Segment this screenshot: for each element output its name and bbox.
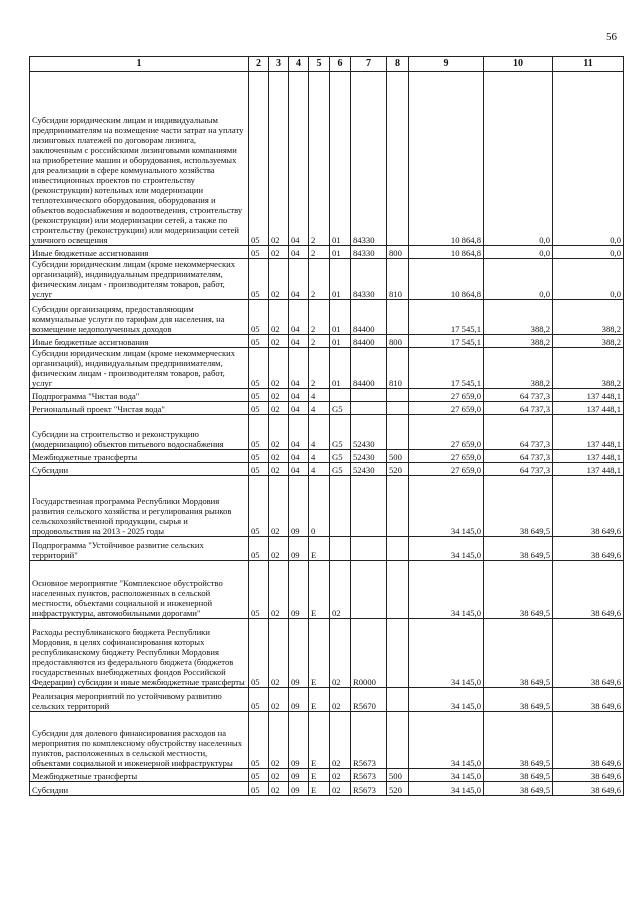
- amount-cell: 388,2: [484, 335, 553, 348]
- code-cell: 01: [330, 259, 351, 300]
- code-cell: 04: [289, 72, 309, 246]
- amount-cell: 0,0: [484, 246, 553, 259]
- code-cell: 04: [289, 300, 309, 335]
- code-cell: 02: [269, 300, 289, 335]
- code-cell: 01: [330, 246, 351, 259]
- code-cell: 04: [289, 389, 309, 402]
- code-cell: 09: [289, 537, 309, 561]
- code-cell: 52430: [351, 463, 387, 476]
- amount-cell: 388,2: [553, 335, 624, 348]
- code-cell: [387, 561, 409, 619]
- amount-cell: 64 737,3: [484, 402, 553, 415]
- code-cell: G5: [330, 450, 351, 463]
- code-cell: 800: [387, 335, 409, 348]
- header-cell: 6: [330, 57, 351, 72]
- amount-cell: 38 649,6: [553, 619, 624, 688]
- row-name-cell: Субсидии юридическим лицам и индивидуальным предпринимателям на возмещение части затрат на уплату лизинговых платежей по договорам лизинга, заключенным с российскими лизинговыми компаниями на приобретение машин и оборудования, используемых для реализации в сфере коммунального хозяйства инвестиционных проектов по строительству (реконструкции) котельных или модернизации теплотехнического оборудования, оборудования и объектов водоснабжения и водоотведения, строительству (реконструкции) или модернизации сетей, а также по строительству (реконструкции) или модернизации сетей уличного освещения: [30, 72, 249, 246]
- code-cell: 05: [249, 259, 269, 300]
- amount-cell: 34 145,0: [409, 688, 484, 712]
- header-cell: 2: [249, 57, 269, 72]
- table-row: [30, 688, 624, 712]
- budget-table: [29, 56, 624, 796]
- code-cell: 4: [309, 450, 330, 463]
- code-cell: 84400: [351, 335, 387, 348]
- code-cell: 05: [249, 300, 269, 335]
- code-cell: 05: [249, 619, 269, 688]
- amount-cell: 10 864,8: [409, 259, 484, 300]
- table-row: [30, 72, 624, 246]
- table-row: [30, 389, 624, 402]
- table-row: [30, 782, 624, 796]
- amount-cell: 38 649,6: [553, 561, 624, 619]
- code-cell: 09: [289, 476, 309, 537]
- code-cell: 02: [269, 389, 289, 402]
- code-cell: 05: [249, 463, 269, 476]
- code-cell: 02: [330, 688, 351, 712]
- code-cell: [351, 537, 387, 561]
- code-cell: 01: [330, 335, 351, 348]
- header-cell: 8: [387, 57, 409, 72]
- code-cell: 02: [269, 335, 289, 348]
- code-cell: [351, 561, 387, 619]
- code-cell: 500: [387, 450, 409, 463]
- code-cell: [330, 389, 351, 402]
- header-cell: 1: [30, 57, 249, 72]
- code-cell: [330, 537, 351, 561]
- table-row: [30, 463, 624, 476]
- code-cell: R5673: [351, 782, 387, 796]
- header-cell: 10: [484, 57, 553, 72]
- code-cell: 09: [289, 782, 309, 796]
- code-cell: 84400: [351, 348, 387, 389]
- amount-cell: 388,2: [553, 300, 624, 335]
- amount-cell: 388,2: [484, 348, 553, 389]
- row-name-cell: Расходы республиканского бюджета Республики Мордовия, в целях софинансирования которых республиканскому бюджету Республики Мордовия предоставляются из федерального бюджета (бюджетов государственных внебюджетных фондов Российской Федерации) субсидии и иные межбюджетные трансферты: [30, 619, 249, 688]
- code-cell: 4: [309, 389, 330, 402]
- amount-cell: 38 649,5: [484, 712, 553, 769]
- code-cell: 4: [309, 463, 330, 476]
- code-cell: 02: [269, 476, 289, 537]
- code-cell: [387, 476, 409, 537]
- code-cell: 05: [249, 561, 269, 619]
- code-cell: Е: [309, 712, 330, 769]
- code-cell: 04: [289, 259, 309, 300]
- amount-cell: 17 545,1: [409, 335, 484, 348]
- amount-cell: 34 145,0: [409, 769, 484, 782]
- code-cell: 04: [289, 246, 309, 259]
- amount-cell: 34 145,0: [409, 619, 484, 688]
- code-cell: 05: [249, 415, 269, 450]
- code-cell: [387, 712, 409, 769]
- row-name-cell: Межбюджетные трансферты: [30, 769, 249, 782]
- code-cell: 09: [289, 561, 309, 619]
- code-cell: 05: [249, 402, 269, 415]
- code-cell: 02: [269, 537, 289, 561]
- code-cell: 05: [249, 537, 269, 561]
- code-cell: 4: [309, 415, 330, 450]
- code-cell: 05: [249, 782, 269, 796]
- row-name-cell: Подпрограмма "Устойчивое развитие сельских территорий": [30, 537, 249, 561]
- amount-cell: 34 145,0: [409, 561, 484, 619]
- row-name-cell: Субсидии организациям, предоставляющим коммунальные услуги по тарифам для населения, на возмещение недополученных доходов: [30, 300, 249, 335]
- amount-cell: 38 649,5: [484, 782, 553, 796]
- row-name-cell: Иные бюджетные ассигнования: [30, 246, 249, 259]
- code-cell: 02: [269, 769, 289, 782]
- table-row: [30, 348, 624, 389]
- code-cell: [387, 72, 409, 246]
- code-cell: 2: [309, 259, 330, 300]
- code-cell: [387, 688, 409, 712]
- amount-cell: 34 145,0: [409, 712, 484, 769]
- amount-cell: 38 649,6: [553, 769, 624, 782]
- table-row: [30, 712, 624, 769]
- header-cell: 3: [269, 57, 289, 72]
- code-cell: 04: [289, 463, 309, 476]
- code-cell: 800: [387, 246, 409, 259]
- amount-cell: 38 649,6: [553, 712, 624, 769]
- amount-cell: 10 864,8: [409, 72, 484, 246]
- code-cell: [387, 389, 409, 402]
- code-cell: 52430: [351, 415, 387, 450]
- header-cell: 5: [309, 57, 330, 72]
- row-name-cell: Межбюджетные трансферты: [30, 450, 249, 463]
- header-cell: 9: [409, 57, 484, 72]
- code-cell: 520: [387, 463, 409, 476]
- code-cell: Е: [309, 619, 330, 688]
- code-cell: 500: [387, 769, 409, 782]
- code-cell: 810: [387, 259, 409, 300]
- code-cell: 84330: [351, 259, 387, 300]
- amount-cell: 27 659,0: [409, 402, 484, 415]
- amount-cell: 0,0: [553, 259, 624, 300]
- code-cell: 84400: [351, 300, 387, 335]
- amount-cell: 38 649,6: [553, 476, 624, 537]
- code-cell: Е: [309, 782, 330, 796]
- code-cell: 05: [249, 246, 269, 259]
- code-cell: 52430: [351, 450, 387, 463]
- table-row: [30, 335, 624, 348]
- table-row: [30, 259, 624, 300]
- amount-cell: 0,0: [484, 259, 553, 300]
- code-cell: 810: [387, 348, 409, 389]
- amount-cell: 64 737,3: [484, 389, 553, 402]
- amount-cell: 137 448,1: [553, 415, 624, 450]
- code-cell: 02: [330, 561, 351, 619]
- code-cell: 4: [309, 402, 330, 415]
- code-cell: G5: [330, 463, 351, 476]
- amount-cell: 38 649,5: [484, 476, 553, 537]
- table-row: [30, 476, 624, 537]
- table-row: [30, 769, 624, 782]
- code-cell: 05: [249, 72, 269, 246]
- row-name-cell: Региональный проект "Чистая вода": [30, 402, 249, 415]
- code-cell: 05: [249, 769, 269, 782]
- code-cell: 04: [289, 415, 309, 450]
- amount-cell: 38 649,5: [484, 619, 553, 688]
- code-cell: Е: [309, 561, 330, 619]
- amount-cell: 38 649,6: [553, 688, 624, 712]
- code-cell: 02: [269, 619, 289, 688]
- amount-cell: 38 649,5: [484, 769, 553, 782]
- code-cell: 02: [269, 72, 289, 246]
- code-cell: 02: [330, 619, 351, 688]
- row-name-cell: Подпрограмма "Чистая вода": [30, 389, 249, 402]
- amount-cell: 27 659,0: [409, 463, 484, 476]
- amount-cell: 10 864,8: [409, 246, 484, 259]
- amount-cell: 137 448,1: [553, 450, 624, 463]
- code-cell: R5670: [351, 688, 387, 712]
- table-row: [30, 415, 624, 450]
- amount-cell: 38 649,5: [484, 561, 553, 619]
- code-cell: 02: [269, 463, 289, 476]
- amount-cell: 38 649,5: [484, 688, 553, 712]
- code-cell: 05: [249, 335, 269, 348]
- code-cell: 09: [289, 769, 309, 782]
- code-cell: 01: [330, 72, 351, 246]
- code-cell: [387, 402, 409, 415]
- amount-cell: 0,0: [553, 72, 624, 246]
- table-row: [30, 402, 624, 415]
- amount-cell: 27 659,0: [409, 450, 484, 463]
- amount-cell: 27 659,0: [409, 415, 484, 450]
- code-cell: 02: [269, 402, 289, 415]
- code-cell: G5: [330, 415, 351, 450]
- code-cell: 02: [269, 561, 289, 619]
- amount-cell: 64 737,3: [484, 415, 553, 450]
- amount-cell: 17 545,1: [409, 348, 484, 389]
- code-cell: 0: [309, 476, 330, 537]
- row-name-cell: Основное мероприятие "Комплексное обустройство населенных пунктов, расположенных в сельской местности, объектами социальной и инженерной инфраструктуры, автомобильными дорогами": [30, 561, 249, 619]
- amount-cell: 38 649,5: [484, 537, 553, 561]
- amount-cell: 34 145,0: [409, 782, 484, 796]
- amount-cell: 137 448,1: [553, 389, 624, 402]
- page-number: 56: [606, 31, 617, 43]
- code-cell: 04: [289, 450, 309, 463]
- code-cell: R5673: [351, 769, 387, 782]
- amount-cell: 34 145,0: [409, 476, 484, 537]
- amount-cell: 27 659,0: [409, 389, 484, 402]
- table-row: [30, 537, 624, 561]
- table-row: [30, 619, 624, 688]
- code-cell: 05: [249, 476, 269, 537]
- code-cell: 02: [330, 782, 351, 796]
- header-row: [30, 57, 624, 72]
- row-name-cell: Субсидии: [30, 463, 249, 476]
- code-cell: 02: [269, 782, 289, 796]
- code-cell: R0000: [351, 619, 387, 688]
- code-cell: 02: [269, 712, 289, 769]
- code-cell: 05: [249, 712, 269, 769]
- amount-cell: 388,2: [484, 300, 553, 335]
- row-name-cell: Субсидии юридическим лицам (кроме некоммерческих организаций), индивидуальным предпринимателям, физическим лицам - производителям товаров, работ, услуг: [30, 259, 249, 300]
- code-cell: 05: [249, 450, 269, 463]
- code-cell: 2: [309, 300, 330, 335]
- table-row: [30, 450, 624, 463]
- code-cell: [387, 415, 409, 450]
- amount-cell: 64 737,3: [484, 450, 553, 463]
- code-cell: Е: [309, 769, 330, 782]
- code-cell: Е: [309, 537, 330, 561]
- amount-cell: 0,0: [553, 246, 624, 259]
- table-row: [30, 561, 624, 619]
- code-cell: [387, 300, 409, 335]
- amount-cell: 38 649,6: [553, 782, 624, 796]
- header-cell: 4: [289, 57, 309, 72]
- code-cell: [387, 537, 409, 561]
- code-cell: 05: [249, 348, 269, 389]
- code-cell: 05: [249, 688, 269, 712]
- code-cell: 02: [330, 712, 351, 769]
- amount-cell: 137 448,1: [553, 463, 624, 476]
- row-name-cell: Государственная программа Республики Мордовия развития сельского хозяйства и регулирования рынков сельскохозяйственной продукции, сырья и продовольствия на 2013 - 2025 годы: [30, 476, 249, 537]
- code-cell: 84330: [351, 72, 387, 246]
- code-cell: [351, 476, 387, 537]
- table-row: [30, 246, 624, 259]
- header-cell: 7: [351, 57, 387, 72]
- code-cell: 2: [309, 335, 330, 348]
- code-cell: 2: [309, 246, 330, 259]
- code-cell: 04: [289, 402, 309, 415]
- code-cell: 02: [269, 348, 289, 389]
- code-cell: 09: [289, 688, 309, 712]
- amount-cell: 17 545,1: [409, 300, 484, 335]
- table-row: [30, 300, 624, 335]
- code-cell: 02: [269, 246, 289, 259]
- code-cell: R5673: [351, 712, 387, 769]
- code-cell: 01: [330, 300, 351, 335]
- code-cell: [351, 389, 387, 402]
- code-cell: 04: [289, 335, 309, 348]
- code-cell: 520: [387, 782, 409, 796]
- code-cell: Е: [309, 688, 330, 712]
- code-cell: 02: [269, 415, 289, 450]
- code-cell: 09: [289, 619, 309, 688]
- code-cell: 02: [269, 450, 289, 463]
- code-cell: 04: [289, 348, 309, 389]
- code-cell: 2: [309, 348, 330, 389]
- code-cell: [330, 476, 351, 537]
- row-name-cell: Субсидии на строительство и реконструкцию (модернизацию) объектов питьевого водоснабжения: [30, 415, 249, 450]
- row-name-cell: Реализация мероприятий по устойчивому развитию сельских территорий: [30, 688, 249, 712]
- amount-cell: 34 145,0: [409, 537, 484, 561]
- code-cell: 84330: [351, 246, 387, 259]
- code-cell: 2: [309, 72, 330, 246]
- row-name-cell: Субсидии для долевого финансирования расходов на мероприятия по комплексному обустройству населенных пунктов, расположенных в сельской местности, объектами социальной и инженерной инфраструктуры: [30, 712, 249, 769]
- row-name-cell: Субсидии юридическим лицам (кроме некоммерческих организаций), индивидуальным предпринимателям, физическим лицам - производителям товаров, работ, услуг: [30, 348, 249, 389]
- header-cell: 11: [553, 57, 624, 72]
- amount-cell: 38 649,6: [553, 537, 624, 561]
- code-cell: 09: [289, 712, 309, 769]
- code-cell: 01: [330, 348, 351, 389]
- amount-cell: 388,2: [553, 348, 624, 389]
- code-cell: [351, 402, 387, 415]
- table-body: [30, 72, 624, 796]
- code-cell: 02: [269, 688, 289, 712]
- amount-cell: 0,0: [484, 72, 553, 246]
- code-cell: [387, 619, 409, 688]
- code-cell: 05: [249, 389, 269, 402]
- row-name-cell: Иные бюджетные ассигнования: [30, 335, 249, 348]
- code-cell: G5: [330, 402, 351, 415]
- row-name-cell: Субсидии: [30, 782, 249, 796]
- code-cell: 02: [269, 259, 289, 300]
- code-cell: 02: [330, 769, 351, 782]
- amount-cell: 64 737,3: [484, 463, 553, 476]
- amount-cell: 137 448,1: [553, 402, 624, 415]
